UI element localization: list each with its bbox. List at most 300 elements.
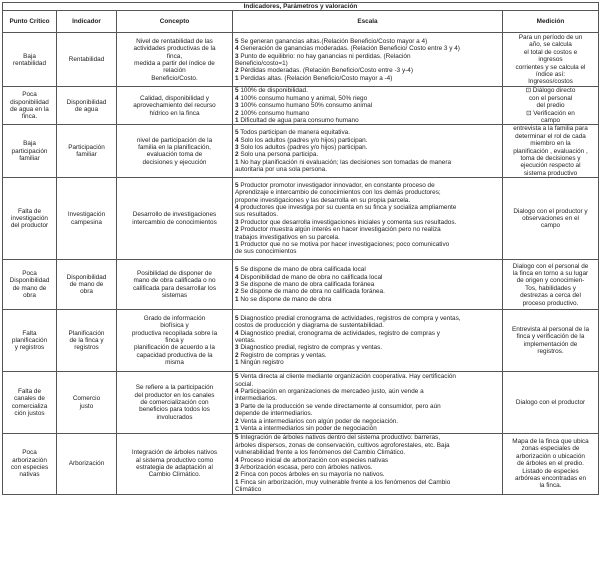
cell-line: Dialogo con el personal de [512, 262, 589, 270]
scale-line [235, 464, 500, 471]
cell-line: capacidad productiva de la [136, 351, 213, 359]
scale-level: 4 [235, 273, 239, 281]
cell-line: estrategia de adaptación al [136, 463, 213, 471]
scale-level: 4 [235, 94, 239, 102]
cell-line: disponibilidad [10, 98, 49, 106]
scale-level: 2 [235, 288, 239, 296]
cell-line: Dialogo con el productor y [513, 207, 588, 215]
cell-punto-critico [3, 372, 57, 434]
scale-line [235, 211, 500, 218]
cell-line: biofísica y [160, 322, 189, 330]
scale-text: Ningún registro [240, 359, 284, 367]
scale-line [235, 337, 500, 344]
cell-line: observaciones en el [522, 215, 579, 223]
cell-line: Participación [68, 143, 105, 151]
table-row [3, 260, 599, 310]
cell-line: relación [163, 67, 186, 75]
scale-text: Perdidas altas. (Relación Beneficio/Costo mayor a -4) [240, 74, 393, 82]
scale-line [235, 274, 500, 281]
scale-text: árboles dispersos, zonas de conservación, cultivos agroforestales, etc. Baja [235, 441, 450, 449]
cell-line: familiar [76, 151, 97, 159]
cell-line: comercializa [11, 402, 48, 410]
scale-level: 5 [235, 434, 239, 442]
cell-line: Dialogo con el productor [515, 399, 586, 407]
scale-line [235, 248, 500, 255]
table-body [3, 33, 599, 494]
scale-line [235, 471, 500, 478]
cell-line: Investigación [67, 211, 106, 219]
cell-line: Baja [23, 140, 36, 148]
cell-line: Poca [22, 449, 37, 457]
scale-line [235, 53, 500, 60]
scale-level: 4 [235, 45, 239, 53]
cell-line: Mapa de la finca que ubica [512, 437, 589, 445]
cell-medicion [503, 33, 599, 87]
scale-level: 2 [235, 109, 239, 117]
scale-line [235, 457, 500, 464]
cell-line: campo [540, 117, 561, 125]
scale-text: vulnerabilidad frente a los fenómenos del Cambio Climático. [235, 449, 406, 457]
cell-line: investigación [11, 215, 48, 223]
scale-level: 3 [235, 344, 239, 352]
scale-line [235, 425, 500, 432]
scale-text: Productor que desarrolla investigaciones iniciales y comenta sus resultados. [240, 218, 457, 226]
scale-text: Parte de la producción se vende directamente al consumidor, pero aún [240, 402, 441, 410]
cell-line: Falta de [17, 207, 42, 215]
scale-text: Finca sin arborización, muy vulnerable frente a los fenómenos del Cambio [240, 478, 451, 486]
cell-line: ⊡ Verificación en [526, 109, 575, 117]
cell-line: proceso productivo. [522, 299, 579, 307]
cell-line: intercambio de conocimientos [132, 218, 217, 226]
scale-level: 3 [235, 402, 239, 410]
cell-line: del productor [10, 222, 49, 230]
cell-line: sistema productivo [523, 169, 578, 177]
cell-line: finca y verificación de la [516, 333, 585, 341]
cell-line: decisiones y ejecución [142, 158, 207, 166]
scale-line [235, 373, 500, 380]
cell-line: Integración de árboles nativos [131, 449, 218, 457]
cell-line: arborización o ubicación [516, 452, 585, 460]
scale-line [235, 204, 500, 211]
table-row [3, 87, 599, 125]
cell-line: Entrevista al personal de la [511, 325, 590, 333]
scale-text: Beneficio/costo=1) [235, 59, 288, 67]
cell-line: Poca [22, 91, 37, 99]
cell-line: participación [11, 147, 48, 155]
scale-line [235, 418, 500, 425]
scale-text: Pérdidas moderadas. (Relación Beneficio/Costo entre -3 y-4) [240, 67, 413, 75]
cell-medicion [503, 372, 599, 434]
cell-line: ingresos [538, 56, 563, 64]
cell-line: Listado de especies [522, 467, 579, 475]
cell-medicion [503, 87, 599, 125]
scale-level: 5 [235, 87, 239, 95]
scale-text: Integración de árboles nativos dentro del sistema productivo: barreras, [240, 434, 440, 442]
scale-line [235, 75, 500, 82]
cell-line: Beneficio/Costo. [151, 74, 198, 82]
cell-punto-critico [3, 310, 57, 372]
cell-line: Para un período de un [518, 33, 583, 41]
scale-level: 2 [235, 351, 239, 359]
cell-line: Posibilidad de disponer de [137, 269, 212, 277]
scale-text: Proceso inicial de arborización con especies nativas [240, 456, 389, 464]
scale-level: 5 [235, 314, 239, 322]
cell-line: misma [165, 359, 184, 367]
scale-text: Todos participan de manera equitativa. [240, 129, 351, 137]
cell-line: Baja [23, 52, 36, 60]
table-row [3, 178, 599, 260]
scale-line [235, 60, 500, 67]
cell-line: con el personal [528, 94, 573, 102]
cell-line: y registros [14, 344, 45, 352]
cell-punto-critico [3, 260, 57, 310]
cell-medicion [503, 178, 599, 260]
cell-line: determinar el rol de cada [515, 132, 586, 140]
cell-line: campo [540, 222, 561, 230]
scale-line [235, 45, 500, 52]
cell-line: Disponibilidad [9, 277, 50, 285]
cell-line: Ingresos/costos [528, 78, 573, 86]
scale-level: 1 [235, 359, 239, 367]
cell-concepto [117, 310, 233, 372]
scale-text: Participación en organizaciones de mercadeo justo, aún vende a [240, 387, 424, 395]
cell-line: aprovechamiento del recurso [133, 102, 216, 110]
cell-line: ción justos [14, 410, 45, 418]
cell-concepto [117, 260, 233, 310]
scale-line [235, 388, 500, 395]
cell-punto-critico [3, 178, 57, 260]
scale-level: 3 [235, 143, 239, 151]
cell-punto-critico [3, 87, 57, 125]
scale-line [235, 151, 500, 158]
cell-line: calificada para desarrollar los [132, 284, 217, 292]
cell-concepto [117, 33, 233, 87]
cell-line: Arborización [68, 460, 105, 468]
cell-line: de comercialización con [140, 399, 209, 407]
scale-text: Disponibilidad de mano de obra no calificada local [240, 273, 383, 281]
cell-line: beneficios para todos los [139, 406, 210, 414]
scale-line [235, 102, 500, 109]
table-row [3, 372, 599, 434]
cell-line: arborización [12, 456, 47, 464]
cell-line: ejecución respecto al [520, 162, 581, 170]
cell-line: la finca. [539, 482, 562, 490]
scale-level: 3 [235, 102, 239, 110]
cell-line: de árboles en el predio. [517, 460, 584, 468]
scale-text: depende de intermediarios. [235, 410, 313, 418]
cell-line: la finca en torno a su lugar [512, 269, 589, 277]
cell-line: de agua en la [10, 105, 49, 113]
cell-line: evaluación toma de [146, 151, 203, 159]
scale-line [235, 67, 500, 74]
cell-concepto [117, 372, 233, 434]
cell-line: mano de obra calificada o no [133, 277, 216, 285]
scale-level: 5 [235, 37, 239, 45]
scale-level: 1 [235, 158, 239, 166]
cell-line: del productor en los canales [134, 391, 215, 399]
cell-line: de agua [74, 105, 99, 113]
scale-level: 2 [235, 417, 239, 425]
scale-text: Diagnostico predial cronograma de actividades, registros de compra y ventas, [240, 314, 461, 322]
cell-line: destrezas a cerca del [520, 292, 581, 300]
scale-text: Solo los adultos (padres y/o hijos) participan. [240, 136, 368, 144]
scale-line [235, 288, 500, 295]
cell-concepto [117, 434, 233, 494]
scale-text: Diagnostico predial, cronograma de actividades, registro de compras y [240, 329, 440, 337]
scale-text: 100% de disponibilidad. [240, 87, 308, 95]
scale-level: 3 [235, 463, 239, 471]
scale-level: 4 [235, 203, 239, 211]
scale-text: 100% consumo humano [240, 109, 310, 117]
cell-line: arbóreas encontradas en [514, 475, 587, 483]
cell-medicion [503, 125, 599, 178]
cell-indicador [57, 125, 117, 178]
scale-level: 4 [235, 387, 239, 395]
scale-text: Productor que no se motiva por hacer investigaciones; poco comunicativo [240, 241, 450, 248]
cell-concepto [117, 87, 233, 125]
cell-line: Desarrollo de investigaciones [132, 211, 217, 219]
scale-level: 4 [235, 456, 239, 464]
scale-line [235, 226, 500, 233]
cell-escala [233, 87, 503, 125]
cell-escala [233, 125, 503, 178]
cell-line: Comercio [72, 395, 101, 403]
scale-text: Generación de ganancias moderadas. (Relación Beneficio/ Costo entre 3 y 4) [240, 45, 460, 53]
cell-line: entrevista a la familia para [513, 125, 588, 133]
scale-text: Venta a intermediarios sin poder de negociación [240, 425, 377, 432]
scale-level: 1 [235, 74, 239, 82]
cell-line: ⊡ Diálogo directo [525, 87, 576, 95]
scale-level: 2 [235, 471, 239, 479]
cell-line: al sistema productivo como [135, 456, 214, 464]
cell-line: implementación de [523, 340, 578, 348]
cell-line: Disponibilidad [66, 98, 107, 106]
scale-line [235, 410, 500, 417]
scale-level: 3 [235, 218, 239, 226]
scale-level: 3 [235, 52, 239, 60]
cell-indicador [57, 434, 117, 494]
cell-line: de origen y conocimien- [516, 277, 585, 285]
scale-line [235, 449, 500, 456]
cell-line: índice así: [535, 71, 566, 79]
cell-line: finca y [165, 337, 184, 345]
scale-line [235, 166, 500, 173]
scale-line [235, 219, 500, 226]
cell-medicion [503, 310, 599, 372]
cell-line: involucrados [156, 413, 193, 421]
scale-text: No se dispone de mano de obra [240, 295, 332, 303]
scale-line [235, 95, 500, 102]
scale-text: ventas. [235, 337, 256, 345]
cell-line: Disponibilidad [66, 273, 107, 281]
header-concepto: Concepto [117, 11, 233, 33]
cell-indicador [57, 178, 117, 260]
scale-text: trabajos investigativos en su parcela. [235, 233, 340, 241]
cell-punto-critico [3, 434, 57, 494]
scale-line [235, 117, 500, 124]
scale-text: de sus conocimientos [235, 248, 297, 256]
cell-line: actividades productivas de la [133, 45, 216, 53]
cell-line: medida a partir del índice de [134, 59, 215, 67]
header-indicador: Indicador [57, 11, 117, 33]
scale-level: 4 [235, 329, 239, 337]
scale-text: Diagnostico predial, registro de compras y ventas. [240, 344, 383, 352]
cell-punto-critico [3, 125, 57, 178]
scale-text: Venta directa al cliente mediante organización cooperativa. Hay certificación [240, 373, 456, 381]
cell-line: rentabilidad [12, 59, 47, 67]
cell-line: obra [80, 288, 93, 296]
indicators-table [2, 2, 599, 495]
cell-medicion [503, 260, 599, 310]
scale-text: Se dispone de mano de obra no calificada foránea. [240, 288, 385, 296]
scale-line [235, 315, 500, 322]
cell-line: de mano de [69, 281, 104, 289]
cell-line: nivel de participación de la [136, 136, 213, 144]
scale-text: Se generan ganancias altas.(Relación Beneficio/Costo mayor a 4) [240, 37, 428, 45]
cell-line: finca. [21, 113, 38, 121]
table-title: Indicadores, Parámetros y valoración [3, 3, 599, 11]
cell-line: obra [23, 292, 36, 300]
cell-line: Falta de [17, 387, 42, 395]
scale-text: 100% consumo humano 50% consumo animal [240, 102, 373, 110]
cell-line: con especies [10, 463, 49, 471]
cell-indicador [57, 310, 117, 372]
cell-line: corrientes y se calcula el [515, 63, 586, 71]
scale-text: Se dispone de mano de obra calificada foránea [240, 281, 375, 289]
cell-line: finca, [166, 52, 183, 60]
scale-text: productores que investiga por su cuenta en su finca y socializa ampliamente [240, 203, 457, 211]
scale-line [235, 159, 500, 166]
cell-line: registros [74, 344, 99, 352]
cell-line: nativas [19, 471, 40, 479]
cell-line: registros. [537, 348, 564, 356]
scale-line [235, 189, 500, 196]
cell-line: miembro en la [530, 140, 571, 148]
cell-line: canales de [14, 395, 45, 403]
scale-line [235, 281, 500, 288]
scale-line [235, 395, 500, 402]
scale-line [235, 87, 500, 94]
cell-line: Rentabilidad [68, 56, 105, 64]
cell-concepto [117, 125, 233, 178]
scale-level: 5 [235, 181, 239, 189]
scale-line [235, 486, 500, 493]
header-escala: Escala [233, 11, 503, 33]
cell-line: Grado de información [143, 314, 206, 322]
header-medicion: Medición [503, 11, 599, 33]
scale-text: Productor muestra algún interés en hacer investigación pero no realiza [240, 226, 441, 234]
scale-level: 5 [235, 266, 239, 274]
scale-level: 2 [235, 151, 239, 159]
cell-indicador [57, 33, 117, 87]
table-row [3, 125, 599, 178]
table-row [3, 33, 599, 87]
cell-line: campesina [71, 218, 102, 226]
scale-level: 2 [235, 226, 239, 234]
cell-punto-critico [3, 33, 57, 87]
header-punto-critico: Punto Crítico [3, 11, 57, 33]
scale-text: Finca con pocos árboles en su mayoría no nativos. [240, 471, 385, 479]
scale-line [235, 241, 500, 248]
scale-line [235, 479, 500, 486]
cell-line: sistemas [161, 292, 188, 300]
scale-text: autoritaria por una sola persona. [235, 166, 328, 174]
cell-line: Falta [22, 329, 37, 337]
scale-text: intermediarios. [235, 395, 277, 403]
scale-text: sus resultados. [235, 211, 278, 219]
scale-text: Aprendizaje e intercambio de conocimientos con los demás productores; [235, 189, 441, 197]
scale-line [235, 197, 500, 204]
scale-line [235, 434, 500, 441]
scale-text: No hay planificación ni evaluación; las decisiones son tomadas de manera [240, 158, 452, 166]
scale-level: 5 [235, 129, 239, 137]
cell-indicador [57, 260, 117, 310]
scale-line [235, 352, 500, 359]
scale-text: Venta a intermediarios con algún poder de negociación. [240, 417, 399, 425]
scale-line [235, 110, 500, 117]
scale-line [235, 38, 500, 45]
scale-text: Se dispone de mano de obra calificada local [240, 266, 366, 274]
cell-escala [233, 260, 503, 310]
scale-line [235, 296, 500, 303]
scale-level: 1 [235, 295, 239, 303]
cell-line: zonas especiales de [521, 445, 580, 453]
cell-line: planificación de acuerdo a la [133, 344, 215, 352]
cell-line: Calidad, disponibilidad y [140, 94, 209, 102]
cell-line: del predio [536, 102, 565, 110]
scale-line [235, 322, 500, 329]
cell-medicion [503, 434, 599, 494]
scale-line [235, 344, 500, 351]
cell-line: hídrico en la finca [149, 109, 200, 117]
cell-line: año, se calcula [529, 41, 572, 49]
scale-level: 3 [235, 281, 239, 289]
scale-line [235, 359, 500, 366]
scale-text: Dificultad de agua para consumo humano [240, 117, 359, 125]
scale-line [235, 330, 500, 337]
scale-line [235, 129, 500, 136]
scale-line [235, 182, 500, 189]
scale-line [235, 137, 500, 144]
cell-line: Nivel de rentabilidad de las [136, 37, 213, 45]
scale-level: 2 [235, 67, 239, 75]
cell-line: productiva recopilada sobre la [131, 329, 218, 337]
scale-text: social. [235, 380, 254, 388]
cell-line: Planificación [68, 329, 105, 337]
cell-line: toma de decisiones y [520, 155, 581, 163]
cell-escala [233, 310, 503, 372]
scale-text: Registro de compras y ventas. [240, 351, 327, 359]
cell-indicador [57, 372, 117, 434]
scale-level: 4 [235, 136, 239, 144]
cell-line: familiar [19, 155, 40, 163]
cell-line: de la finca y [69, 337, 104, 345]
scale-text: 100% consumo humano y animal, 50% riego [240, 94, 368, 102]
scale-line [235, 403, 500, 410]
cell-indicador [57, 87, 117, 125]
scale-text: Climático [235, 486, 262, 494]
scale-line [235, 442, 500, 449]
table-row [3, 434, 599, 494]
cell-escala [233, 372, 503, 434]
cell-line: familia en la planificación, [138, 143, 211, 151]
scale-text: propone investigaciones y las desarrolla en su propia parcela. [235, 196, 411, 204]
cell-line: justo [79, 402, 94, 410]
cell-concepto [117, 178, 233, 260]
scale-level: 5 [235, 373, 239, 381]
cell-escala [233, 33, 503, 87]
scale-text: Productor promotor investigador innovador, en constante proceso de [240, 181, 435, 189]
